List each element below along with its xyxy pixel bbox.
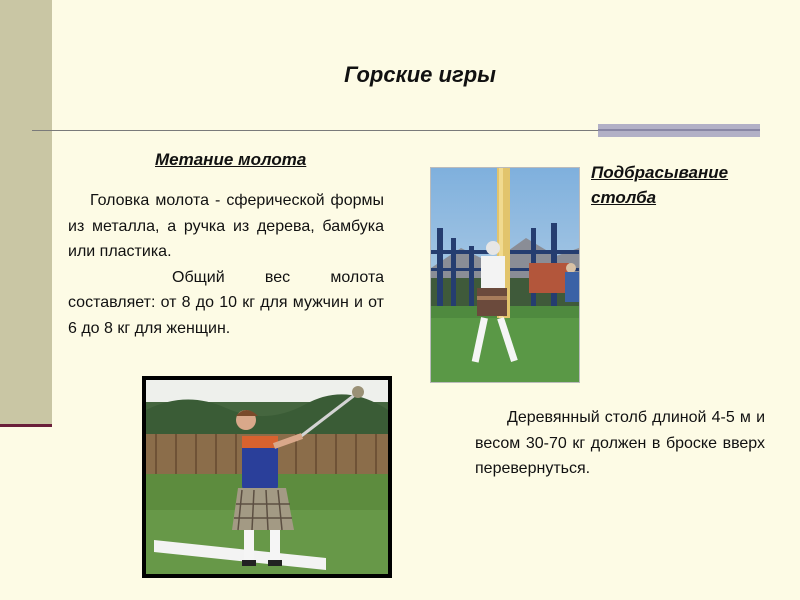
caber-toss-photo [430, 167, 580, 383]
hammer-paragraph-1: Головка молота - сферической формы из металла, а ручка из дерева, бамбука или пластика. [68, 192, 384, 260]
hammer-throw-photo [142, 376, 392, 578]
slide-title: Горские игры [344, 62, 496, 87]
hammer-heading: Метание молота [155, 150, 307, 169]
hammer-description [68, 188, 384, 341]
sidebar-rule [0, 424, 52, 427]
title-accent-bar [598, 124, 760, 137]
hammer-paragraph-2: Общий вес молота составляет: от 8 до 10 кг для мужчин и от 6 до 8 кг для женщин. [68, 268, 384, 337]
caber-description: Деревянный столб длиной 4-5 м и весом 30-70 кг должен в броске вверх перевернуться. [475, 409, 765, 477]
caber-heading [591, 160, 728, 210]
caber-heading-line-2: столба [591, 188, 657, 207]
title-divider [32, 130, 598, 131]
caber-heading-line-1: Подбрасывание [591, 163, 729, 182]
